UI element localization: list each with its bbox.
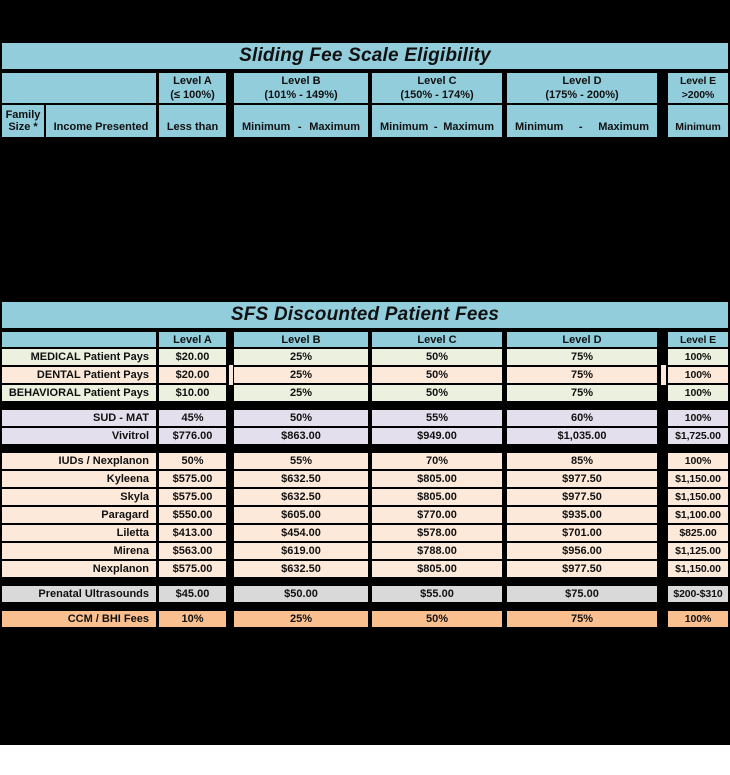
eligibility-title-row (2, 43, 728, 69)
fee-value: 50% (372, 349, 502, 365)
fee-value: $575.00 (159, 471, 226, 487)
fee-row-nexplanon (2, 561, 728, 577)
fee-value: 100% (668, 453, 728, 469)
minmax-header-level-b: Minimum - Maximum (234, 105, 368, 137)
row-label: Paragard (2, 507, 156, 523)
fee-row-dental (2, 367, 728, 383)
fee-value: $1,150.00 (668, 471, 728, 487)
fee-row-liletta (2, 525, 728, 541)
fee-value: $935.00 (507, 507, 657, 523)
fee-value: $1,150.00 (668, 561, 728, 577)
fee-value: $977.50 (507, 471, 657, 487)
row-label: Prenatal Ultrasounds (2, 586, 156, 602)
fee-value: $1,125.00 (668, 543, 728, 559)
fee-value: 25% (234, 611, 368, 627)
level-a-range: (≤ 100%) (170, 89, 215, 101)
fee-row-iuds-nexplanon (2, 453, 728, 469)
fee-row-sud-mat (2, 410, 728, 426)
fee-value: $20.00 (159, 367, 226, 383)
fees-level-header-e: Level E (668, 332, 728, 347)
fee-value: $632.50 (234, 561, 368, 577)
level-c-header (372, 73, 502, 103)
row-label: CCM / BHI Fees (2, 611, 156, 627)
level-e-header (668, 73, 728, 103)
fee-value: $45.00 (159, 586, 226, 602)
level-e-range: >200% (681, 89, 715, 101)
row-label: Nexplanon (2, 561, 156, 577)
fee-row-behavioral (2, 385, 728, 401)
fee-value: $50.00 (234, 586, 368, 602)
fee-value: $1,725.00 (668, 428, 728, 444)
fee-value: $20.00 (159, 349, 226, 365)
fee-value: $10.00 (159, 385, 226, 401)
fee-row-kyleena (2, 471, 728, 487)
fee-row-skyla (2, 489, 728, 505)
income-presented-header: Income Presented (46, 105, 156, 137)
fee-row-mirena (2, 543, 728, 559)
fee-value: 75% (507, 349, 657, 365)
fee-value: 50% (159, 453, 226, 469)
fee-value: $956.00 (507, 543, 657, 559)
fee-value: 85% (507, 453, 657, 469)
fee-value: $977.50 (507, 561, 657, 577)
fees-level-header-row (2, 332, 728, 347)
level-d-header (507, 73, 657, 103)
fee-value: $75.00 (507, 586, 657, 602)
fee-value: 75% (507, 385, 657, 401)
family-size-header: Family Size * (2, 105, 44, 137)
eligibility-blank-header (2, 73, 156, 103)
fee-value: 75% (507, 611, 657, 627)
eligibility-table (2, 43, 728, 137)
fee-value: 50% (372, 611, 502, 627)
eligibility-level-header-row (2, 73, 728, 103)
fee-row-paragard (2, 507, 728, 523)
fees-title-row (2, 302, 728, 328)
fee-value: $770.00 (372, 507, 502, 523)
level-c-name: Level C (417, 75, 457, 87)
fee-value: 75% (507, 367, 657, 383)
fees-blank-header (2, 332, 156, 347)
row-label: Vivitrol (2, 428, 156, 444)
minmax-header-level-c: Minimum - Maximum (372, 105, 502, 137)
fee-value: 10% (159, 611, 226, 627)
dental-row-gap-sliver (661, 365, 666, 385)
fee-value: $1,035.00 (507, 428, 657, 444)
fee-value: $632.50 (234, 489, 368, 505)
level-c-range: (150% - 174%) (400, 89, 474, 101)
level-e-name: Level E (679, 75, 717, 87)
dental-row-gap-sliver (229, 365, 233, 385)
minmax-header-level-d: Minimum - Maximum (507, 105, 657, 137)
row-label: DENTAL Patient Pays (2, 367, 156, 383)
fee-value: $550.00 (159, 507, 226, 523)
fee-value: 55% (234, 453, 368, 469)
minimum-header-level-e: Minimum (668, 105, 728, 137)
fee-row-medical (2, 349, 728, 365)
level-a-name: Level A (173, 75, 212, 87)
fee-value: 25% (234, 349, 368, 365)
fee-value: 100% (668, 349, 728, 365)
fees-table (2, 302, 728, 627)
fee-value: 100% (668, 385, 728, 401)
fee-value: $619.00 (234, 543, 368, 559)
fee-value: $1,150.00 (668, 489, 728, 505)
fee-value: 25% (234, 385, 368, 401)
level-d-range: (175% - 200%) (545, 89, 619, 101)
row-label: SUD - MAT (2, 410, 156, 426)
fee-value: $805.00 (372, 471, 502, 487)
level-b-header (234, 73, 368, 103)
eligibility-title: Sliding Fee Scale Eligibility (239, 45, 491, 66)
fees-level-header-c: Level C (372, 332, 502, 347)
fee-value: $413.00 (159, 525, 226, 541)
fee-value: $863.00 (234, 428, 368, 444)
fee-value: $1,100.00 (668, 507, 728, 523)
row-label: Kyleena (2, 471, 156, 487)
fee-row-vivitrol (2, 428, 728, 444)
fee-value: 100% (668, 367, 728, 383)
eligibility-subheader-row (2, 105, 728, 137)
fee-value: 70% (372, 453, 502, 469)
level-d-name: Level D (562, 75, 602, 87)
fee-value: $949.00 (372, 428, 502, 444)
row-label: Mirena (2, 543, 156, 559)
fee-value: $805.00 (372, 561, 502, 577)
fee-row-prenatal-ultrasounds (2, 586, 728, 602)
level-b-range: (101% - 149%) (264, 89, 338, 101)
fee-value: $454.00 (234, 525, 368, 541)
fee-value: $805.00 (372, 489, 502, 505)
fee-value: $788.00 (372, 543, 502, 559)
fee-value: $575.00 (159, 489, 226, 505)
fee-value: $825.00 (668, 525, 728, 541)
row-label: Skyla (2, 489, 156, 505)
fees-level-header-d: Level D (507, 332, 657, 347)
fee-value: $776.00 (159, 428, 226, 444)
fee-value: $578.00 (372, 525, 502, 541)
fee-value: $701.00 (507, 525, 657, 541)
fee-value: 55% (372, 410, 502, 426)
row-label: IUDs / Nexplanon (2, 453, 156, 469)
row-label: Liletta (2, 525, 156, 541)
less-than-header: Less than (159, 105, 226, 137)
fees-level-header-b: Level B (234, 332, 368, 347)
fee-value: 25% (234, 367, 368, 383)
fee-value: $200-$310 (668, 586, 728, 602)
fee-value: 50% (372, 385, 502, 401)
fees-level-header-a: Level A (159, 332, 226, 347)
fee-value: 50% (234, 410, 368, 426)
fee-value: $575.00 (159, 561, 226, 577)
fees-title: SFS Discounted Patient Fees (230, 304, 500, 325)
row-label: MEDICAL Patient Pays (2, 349, 156, 365)
fee-value: $55.00 (372, 586, 502, 602)
fee-value: 100% (668, 410, 728, 426)
fee-value: 45% (159, 410, 226, 426)
fee-value: $632.50 (234, 471, 368, 487)
fee-value: 60% (507, 410, 657, 426)
level-a-header (159, 73, 226, 103)
fee-value: 50% (372, 367, 502, 383)
level-b-name: Level B (281, 75, 321, 87)
row-label: BEHAVIORAL Patient Pays (2, 385, 156, 401)
fee-value: 100% (668, 611, 728, 627)
fee-row-ccm-bhi (2, 611, 728, 627)
fee-value: $563.00 (159, 543, 226, 559)
fee-value: $977.50 (507, 489, 657, 505)
bottom-white-strip (0, 745, 730, 775)
fee-value: $605.00 (234, 507, 368, 523)
